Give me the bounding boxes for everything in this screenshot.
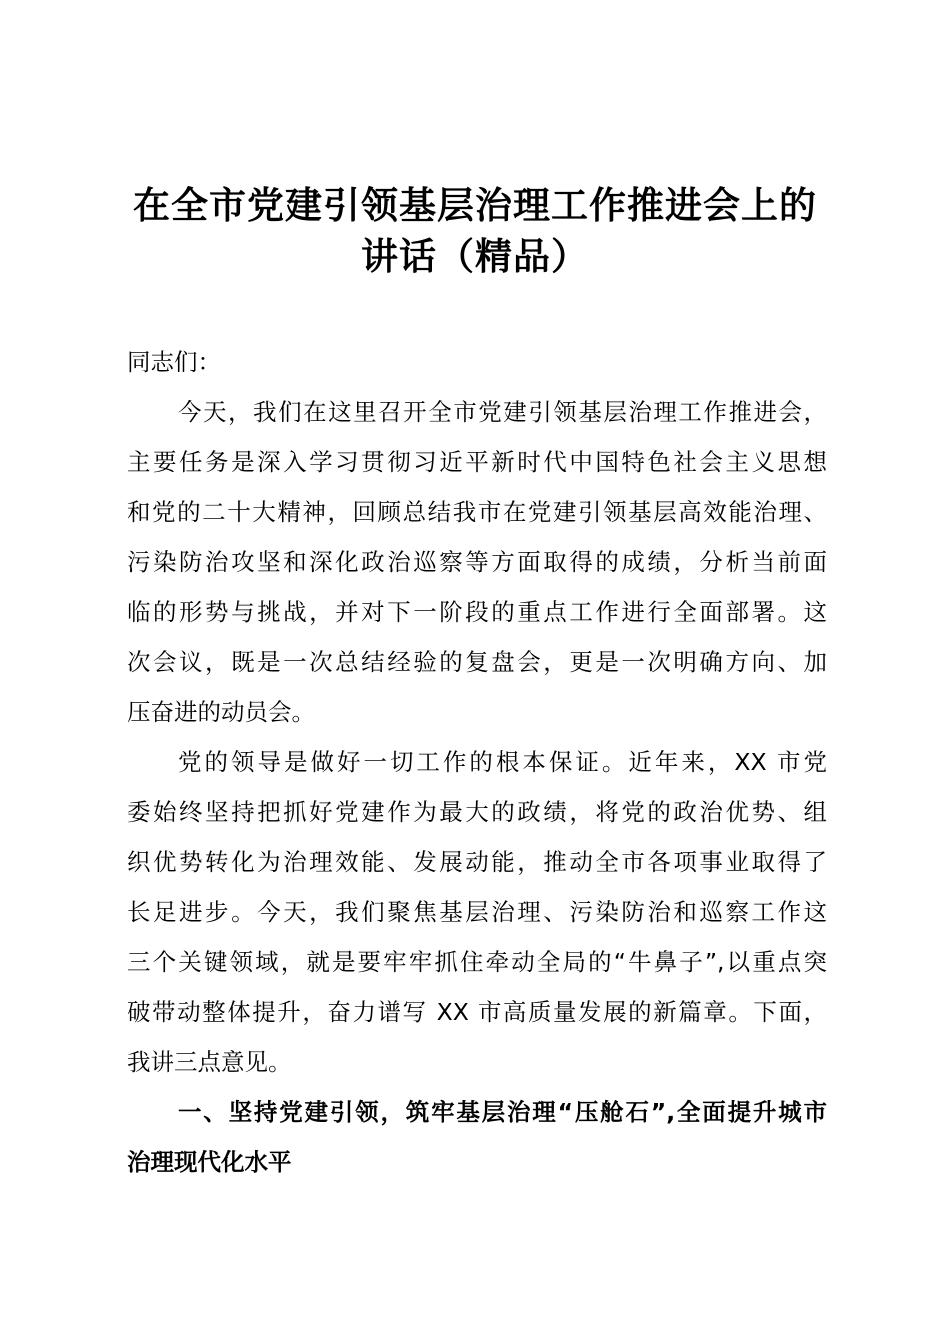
paragraph-2: [127, 737, 827, 1087]
paragraph-line: 主要任务是深入学习贯彻习近平新时代中国特色社会主义思想: [127, 448, 827, 476]
paragraph-line: 党的领导是做好一切工作的根本保证。近年来，XX 市党: [178, 748, 827, 776]
document-title: [100, 180, 850, 282]
paragraph-line: 临的形势与挑战，并对下一阶段的重点工作进行全面部署。这: [127, 598, 827, 626]
document-body: [127, 337, 827, 1187]
paragraph-line: 污染防治攻坚和深化政治巡察等方面取得的成绩，分析当前面: [127, 548, 827, 576]
paragraph-line: 次会议，既是一次总结经验的复盘会，更是一次明确方向、加: [127, 648, 827, 676]
section-heading-line: 治理现代化水平: [127, 1148, 292, 1176]
paragraph-line: 织优势转化为治理效能、发展动能，推动全市各项事业取得了: [127, 848, 827, 876]
salutation: 同志们：: [127, 348, 221, 376]
title-line: 在全市党建引领基层治理工作推进会上的: [133, 183, 817, 227]
paragraph-line: 长足进步。今天，我们聚焦基层治理、污染防治和巡察工作这: [127, 898, 827, 926]
paragraph-line: 破带动整体提升，奋力谱写 XX 市高质量发展的新篇章。下面，: [127, 998, 827, 1026]
paragraph-line: 我讲三点意见。: [127, 1048, 292, 1076]
paragraph-line: 委始终坚持把抓好党建作为最大的政绩，将党的政治优势、组: [127, 798, 827, 826]
section-heading: [127, 1087, 827, 1187]
paragraph-line: 和党的二十大精神，回顾总结我市在党建引领基层高效能治理、: [127, 498, 827, 526]
paragraph-1: [127, 387, 827, 737]
paragraph-line: 今天，我们在这里召开全市党建引领基层治理工作推进会，: [178, 398, 827, 426]
section-heading-line: 一、坚持党建引领，筑牢基层治理“压舱石”,全面提升城市: [178, 1098, 827, 1126]
paragraph-line: 压奋进的动员会。: [127, 698, 315, 726]
paragraph-line: 三个关键领域，就是要牢牢抓住牵动全局的“牛鼻子”,以重点突: [127, 948, 827, 976]
title-line: 讲话（精品）: [361, 234, 589, 278]
